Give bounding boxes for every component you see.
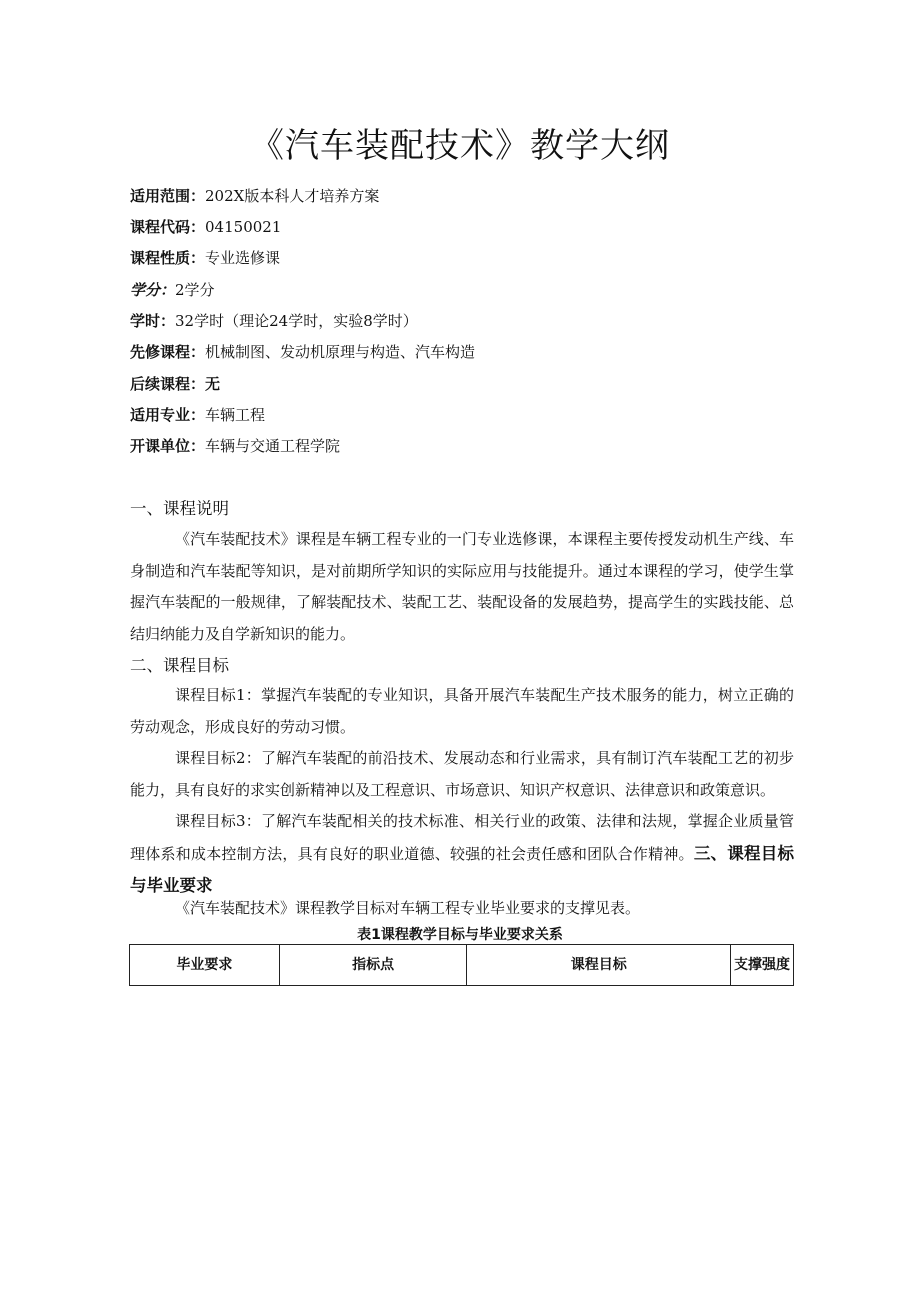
meta-value: 机械制图、发动机原理与构造、汽车构造 [205, 343, 476, 361]
meta-label: 适用范围： [130, 187, 206, 205]
goal-paragraph [130, 806, 794, 903]
meta-value: 车辆工程 [205, 406, 266, 424]
meta-label: 先修课程： [130, 343, 206, 361]
meta-value: 32学时（理论24学时，实验8学时） [175, 312, 418, 330]
meta-major [130, 405, 265, 425]
meta-value: 专业选修课 [205, 249, 281, 267]
table-caption: 表1课程教学目标与毕业要求关系 [357, 927, 563, 943]
goal-paragraph: 课程目标2：了解汽车装配的前沿技术、发展动态和行业需求，具有制订汽车装配工艺的初步能力，具有良好的求实创新精神以及工程意识、市场意识、知识产权意识、法律意识和政策意识。 [130, 749, 794, 799]
meta-followup [130, 374, 220, 394]
meta-label: 后续课程： [130, 375, 206, 393]
section-heading: 一、课程说明 [130, 499, 229, 518]
meta-value: 车辆与交通工程学院 [205, 437, 341, 455]
meta-scope [130, 186, 379, 206]
column-header-graduation-requirement: 毕业要求 [130, 945, 280, 986]
meta-value: 202X版本科人才培养方案 [205, 187, 380, 205]
meta-label: 开课单位： [130, 437, 206, 455]
meta-prerequisites [130, 342, 475, 362]
column-header-course-goal: 课程目标 [467, 945, 731, 986]
column-header-support-strength: 支撑强度 [731, 945, 794, 986]
meta-value: 2学分 [175, 281, 215, 299]
meta-credits [130, 280, 215, 300]
meta-label: 学时： [130, 312, 176, 330]
meta-label: 课程性质： [130, 249, 206, 267]
meta-label: 适用专业： [130, 406, 206, 424]
goal-text: 课程目标3：了解汽车装配相关的技术标准、相关行业的政策、法律和法规，掌握企业质量管理体系和成本控制方法，具有良好的职业道德、较强的社会责任感和团队合作精神。 [130, 812, 794, 863]
meta-label: 课程代码： [130, 218, 206, 236]
goals-table [129, 944, 794, 986]
column-header-indicator: 指标点 [279, 945, 467, 986]
section-paragraph: 《汽车装配技术》课程是车辆工程专业的一门专业选修课，本课程主要传授发动机生产线、车身制造和汽车装配等知识，是对前期所学知识的实际应用与技能提升。通过本课程的学习，使学生掌握汽车装配的一般规律，了解装配技术、装配工艺、装配设备的发展趋势，提高学生的实践技能、总结归纳能力及自学新知识的能力。 [130, 530, 794, 643]
section-heading: 三、课程目标与毕业要求 [130, 843, 795, 895]
meta-course-code [130, 217, 281, 237]
meta-course-type [130, 248, 280, 268]
goal-paragraph: 课程目标1：掌握汽车装配的专业知识，具备开展汽车装配生产技术服务的能力，树立正确的劳动观念，形成良好的劳动习惯。 [130, 686, 794, 736]
section-paragraph: 《汽车装配技术》课程教学目标对车辆工程专业毕业要求的支撑见表。 [175, 899, 641, 917]
section-heading: 二、课程目标 [130, 656, 229, 675]
meta-value: 无 [205, 375, 221, 393]
meta-department [130, 436, 340, 456]
meta-value: 04150021 [205, 218, 282, 236]
meta-label: 学分： [130, 281, 176, 299]
document-title: 《汽车装配技术》教学大纲 [250, 126, 670, 166]
table-header-row [130, 945, 794, 986]
meta-hours [130, 311, 418, 331]
